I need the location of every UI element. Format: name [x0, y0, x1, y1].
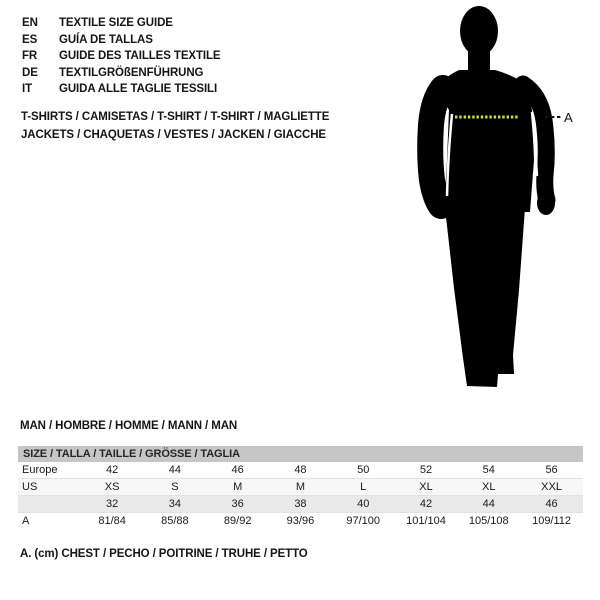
size-cell: 48 — [294, 464, 307, 476]
language-label: GUÍA DE TALLAS — [59, 33, 153, 46]
size-cell: S — [171, 481, 179, 493]
size-cell: 42 — [419, 498, 433, 510]
size-cell: 109/112 — [532, 515, 572, 527]
size-cell: 56 — [545, 464, 558, 476]
size-cell: 38 — [294, 498, 307, 510]
man-silhouette-svg — [395, 0, 595, 400]
size-cell: 97/100 — [346, 515, 381, 527]
size-row-label — [18, 496, 81, 513]
size-cell: 93/96 — [286, 515, 315, 527]
language-guide — [22, 15, 221, 98]
size-table-header-row — [18, 446, 583, 462]
size-cell: 46 — [545, 498, 558, 510]
size-cell: XL — [419, 481, 433, 493]
category-line-tshirts: T-SHIRTS / CAMISETAS / T-SHIRT / T-SHIRT / MAGLIETTE — [21, 111, 330, 123]
size-cell: 85/88 — [161, 515, 189, 527]
language-label: GUIDA ALLE TAGLIE TESSILI — [59, 83, 218, 96]
language-code: EN — [22, 17, 38, 30]
language-label: GUIDE DES TAILLES TEXTILE — [59, 50, 221, 63]
section-title-man: MAN / HOMBRE / HOMME / MANN / MAN — [20, 420, 238, 432]
language-code: DE — [22, 66, 38, 79]
size-cell: 101/104 — [406, 515, 446, 527]
size-cell: M — [233, 481, 243, 493]
size-cell: 46 — [231, 464, 244, 476]
size-cell: 52 — [419, 464, 433, 476]
size-cell: 42 — [106, 464, 119, 476]
size-table-row — [18, 496, 583, 513]
measure-label-a: A — [564, 110, 573, 125]
size-cell: 81/84 — [98, 515, 126, 527]
size-row-label: US — [22, 481, 38, 493]
figure-right-hand — [537, 191, 555, 215]
language-row — [22, 32, 221, 49]
figure-legs — [445, 208, 525, 387]
size-table-row — [18, 462, 583, 479]
figure-neck — [468, 42, 490, 72]
size-row-label: Europe — [22, 464, 58, 476]
language-label: TEXTILGRÖßENFÜHRUNG — [59, 66, 204, 79]
size-cell: 36 — [231, 498, 244, 510]
man-silhouette-figure — [395, 0, 595, 400]
size-cell: 50 — [357, 464, 370, 476]
language-row — [22, 65, 221, 82]
size-table-row — [18, 479, 583, 496]
category-titles — [21, 108, 329, 144]
size-cell: L — [360, 481, 367, 493]
size-cell: XXL — [541, 481, 562, 493]
measurement-footnote: A. (cm) CHEST / PECHO / POITRINE / TRUHE / PETTO — [20, 548, 308, 560]
size-row-label: A — [22, 515, 30, 527]
size-cell: 105/108 — [468, 515, 509, 527]
size-table-body — [18, 446, 583, 529]
size-table-header: SIZE / TALLA / TAILLE / GRÖSSE / TAGLIA — [18, 446, 583, 462]
size-table — [18, 446, 583, 529]
size-cell: 40 — [357, 498, 370, 510]
language-code: IT — [22, 83, 33, 96]
language-row — [22, 15, 221, 32]
size-table-row — [18, 513, 583, 530]
size-cell: 54 — [482, 464, 495, 476]
size-cell: XS — [104, 481, 120, 493]
size-cell: 44 — [482, 498, 495, 510]
size-cell: 32 — [106, 498, 119, 510]
size-cell: 89/92 — [223, 515, 252, 527]
size-cell: 44 — [168, 464, 182, 476]
size-cell: XL — [482, 481, 496, 493]
language-label: TEXTILE SIZE GUIDE — [59, 17, 173, 30]
language-row — [22, 81, 221, 98]
category-line-jackets: JACKETS / CHAQUETAS / VESTES / JACKEN / GIACCHE — [21, 129, 326, 141]
language-code: FR — [22, 50, 38, 63]
figure-left-arm — [430, 88, 443, 206]
language-row — [22, 48, 221, 65]
size-cell: M — [295, 481, 306, 493]
language-code: ES — [22, 33, 38, 46]
size-cell: 34 — [168, 498, 182, 510]
